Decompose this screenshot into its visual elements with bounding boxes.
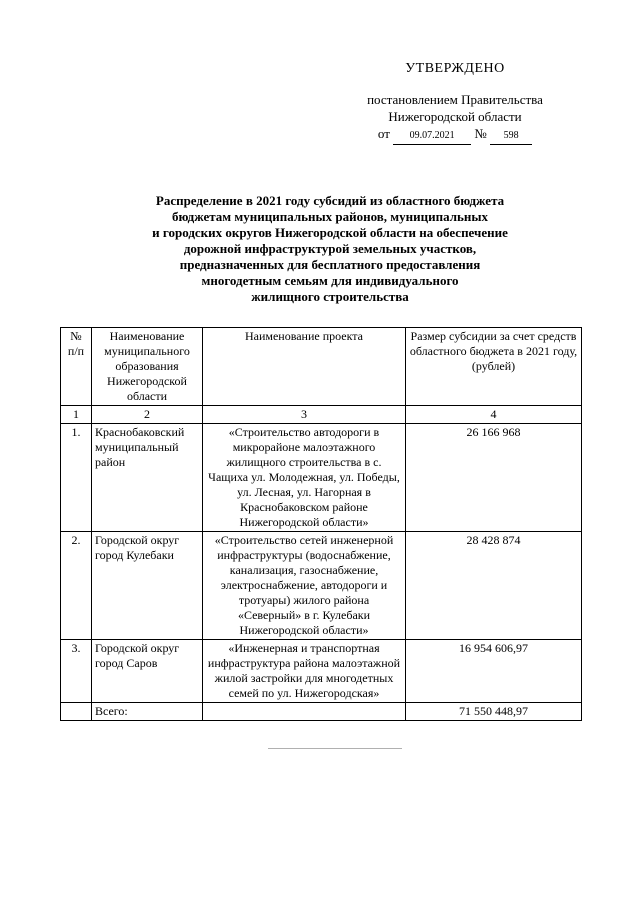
column-number: 2 [92, 406, 203, 424]
row-project: «Строительство автодороги в микрорайоне малоэтажного жилищного строительства в с. Чащиха ул. Молодежная, ул. Победы, ул. Лесная, ул. Нагорная в Краснобаковском районе Нижегородской области» [203, 424, 406, 532]
title-line: жилищного строительства [251, 289, 409, 304]
header-subsidy: Размер субсидии за счет средств областного бюджета в 2021 году, (рублей) [406, 328, 582, 406]
row-project: «Инженерная и транспортная инфраструктура района малоэтажной жилой застройки для многодетных семей по ул. Нижегородская» [203, 640, 406, 703]
header-num: № п/п [61, 328, 92, 406]
decree-number: 598 [490, 127, 532, 145]
title-line: дорожной инфраструктурой земельных участков, [183, 241, 477, 256]
footer-divider [268, 748, 402, 749]
approval-block [340, 60, 570, 145]
from-label: от [377, 126, 390, 141]
table-row [61, 424, 582, 532]
column-number-row [61, 406, 582, 424]
title-line: предназначенных для бесплатного предоставления [179, 257, 481, 272]
row-num: 1. [61, 424, 92, 532]
header-municipality: Наименование муниципального образования Нижегородской области [92, 328, 203, 406]
decree-line-1: постановлением Правительства [367, 92, 543, 107]
number-label: № [474, 126, 487, 141]
row-subsidy: 16 954 606,97 [406, 640, 582, 703]
column-number: 4 [406, 406, 582, 424]
decree-date-number [340, 125, 570, 145]
title-line: многодетным семьям для индивидуального [201, 273, 459, 288]
row-num: 3. [61, 640, 92, 703]
row-num: 2. [61, 532, 92, 640]
column-number: 1 [61, 406, 92, 424]
row-municipality: Городской округ город Саров [92, 640, 203, 703]
total-value: 71 550 448,97 [406, 703, 582, 721]
column-number: 3 [203, 406, 406, 424]
title-line: и городских округов Нижегородской области на обеспечение [152, 225, 508, 240]
approved-stamp: УТВЕРЖДЕНО [405, 61, 505, 76]
total-project-cell [203, 703, 406, 721]
table-row [61, 532, 582, 640]
document-title [100, 193, 560, 305]
row-municipality: Краснобаковский муниципальный район [92, 424, 203, 532]
row-municipality: Городской округ город Кулебаки [92, 532, 203, 640]
title-line: Распределение в 2021 году субсидий из областного бюджета [155, 193, 505, 208]
decree-date: 09.07.2021 [393, 127, 471, 145]
total-num-cell [61, 703, 92, 721]
header-project: Наименование проекта [203, 328, 406, 406]
subsidy-table [60, 327, 582, 721]
total-label: Всего: [92, 703, 203, 721]
row-subsidy: 28 428 874 [406, 532, 582, 640]
title-line: бюджетам муниципальных районов, муниципальных [171, 209, 489, 224]
row-project: «Строительство сетей инженерной инфраструктуры (водоснабжение, канализация, газоснабжение, электроснабжение, автодороги и тротуары) жилого района «Северный» в г. Кулебаки Нижегородской области» [203, 532, 406, 640]
table-header-row [61, 328, 582, 406]
decree-line-2: Нижегородской области [388, 109, 522, 124]
total-row [61, 703, 582, 721]
table-row [61, 640, 582, 703]
row-subsidy: 26 166 968 [406, 424, 582, 532]
